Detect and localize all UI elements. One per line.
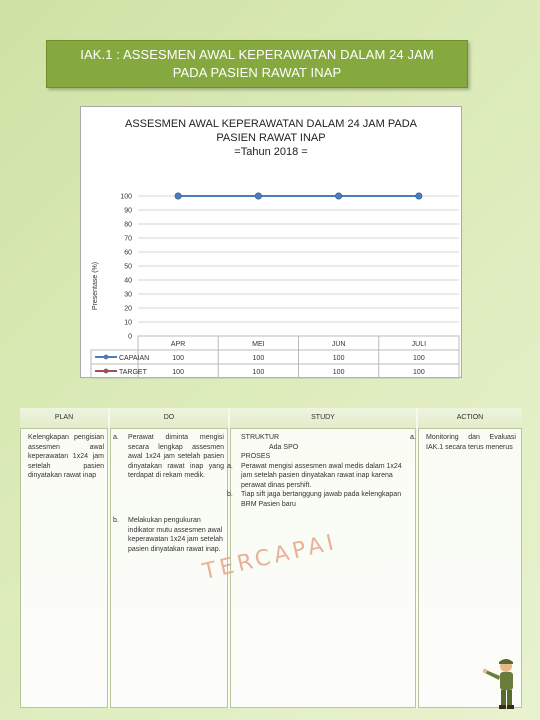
study-item-b-marker: b. xyxy=(227,491,233,498)
data-point xyxy=(416,193,422,199)
study-text xyxy=(227,433,413,509)
data-point xyxy=(255,193,261,199)
y-tick-label: 10 xyxy=(124,319,132,327)
do-item-a: Perawat diminta mengisi secara lengkap assesmen awal 1x24 jam setelah pasien dinyatakan rawat inap yang terdapat di rekam medik. xyxy=(128,434,224,479)
do-item-a-marker: a. xyxy=(113,434,119,441)
page-title-banner xyxy=(46,40,468,88)
y-tick-label: 0 xyxy=(128,333,132,341)
legend-key-marker xyxy=(104,369,109,374)
y-tick-label: 90 xyxy=(124,207,132,215)
action-item-a-marker: a. xyxy=(410,434,416,441)
y-tick-label: 70 xyxy=(124,235,132,243)
study-proses: PROSES xyxy=(241,453,271,460)
soldier-figure-icon xyxy=(478,654,528,712)
y-tick-label: 30 xyxy=(124,291,132,299)
data-point xyxy=(175,193,181,199)
legend-key-marker xyxy=(104,355,109,360)
study-spo: Ada SPO xyxy=(269,443,299,451)
table-cell-value: 100 xyxy=(413,369,425,376)
y-tick-label: 100 xyxy=(120,193,132,201)
y-tick-label: 50 xyxy=(124,263,132,271)
table-cell-value: 100 xyxy=(413,355,425,362)
y-tick-label: 40 xyxy=(124,277,132,285)
watermark-tercapai: TERCAPAI xyxy=(200,529,340,585)
table-cell-value: 100 xyxy=(332,355,345,362)
study-item-b: Tiap sift jaga bertanggung jawab pada kelengkapan BRM Pasien baru xyxy=(241,491,402,508)
study-item-a-marker: a. xyxy=(227,462,233,470)
x-category-label: JUN xyxy=(331,341,346,348)
study-header: STUDY xyxy=(311,414,335,421)
chart-title-line3: =Tahun 2018 = xyxy=(234,146,308,158)
y-tick-label: 60 xyxy=(124,249,132,257)
x-category-label: APR xyxy=(170,341,186,348)
chart-title-line1: ASSESMEN AWAL KEPERAWATAN DALAM 24 JAM PADA xyxy=(125,118,417,130)
table-cell-value: 100 xyxy=(172,355,184,362)
y-tick-label: 80 xyxy=(124,221,132,229)
table-cell-value: 100 xyxy=(252,355,265,362)
do-header: DO xyxy=(163,414,175,421)
plan-header: PLAN xyxy=(54,414,74,421)
page-title-line2: PADA PASIEN RAWAT INAP xyxy=(172,65,342,80)
x-category-label: MEI xyxy=(252,341,265,348)
legend-series-name: TARGET xyxy=(119,369,147,376)
y-axis-label: Presentase (%) xyxy=(92,261,99,311)
table-cell-value: 100 xyxy=(332,369,345,376)
action-header: ACTION xyxy=(456,414,484,421)
legend-series-name: CAPAIAN xyxy=(119,355,150,362)
do-item-b: Melakukan pengukuran indikator mutu assesmen awal keperawatan 1x24 jam setelah pasien dinyatakan rawat inap. xyxy=(128,517,223,553)
chart-panel xyxy=(80,106,462,378)
x-category-label: JULI xyxy=(411,341,427,348)
do-item-b-marker: b. xyxy=(113,517,119,524)
table-cell-value: 100 xyxy=(172,369,184,376)
page-title-line1: IAK.1 : ASSESMEN AWAL KEPERAWATAN DALAM 24 JAM xyxy=(80,47,434,62)
action-item-a: Monitoring dan Evaluasi IAK.1 secara terus menerus xyxy=(426,434,516,451)
chart-title-line2: PASIEN RAWAT INAP xyxy=(216,132,326,144)
chart-svg xyxy=(81,107,463,379)
y-tick-label: 20 xyxy=(124,305,132,313)
plan-text: Kelengkapan pengisian assesmen awal keperawatan 1x24 jam setelah pasien dinyatakan rawat inap xyxy=(28,434,104,479)
study-struktur: STRUKTUR xyxy=(241,434,280,441)
study-item-a: Perawat mengisi assesmen awal medis dalam 1x24 jam setelah pasien dinyatakan rawat inap karena perawat dinas pershift. xyxy=(241,462,402,489)
data-point xyxy=(335,193,341,199)
table-cell-value: 100 xyxy=(252,369,265,376)
